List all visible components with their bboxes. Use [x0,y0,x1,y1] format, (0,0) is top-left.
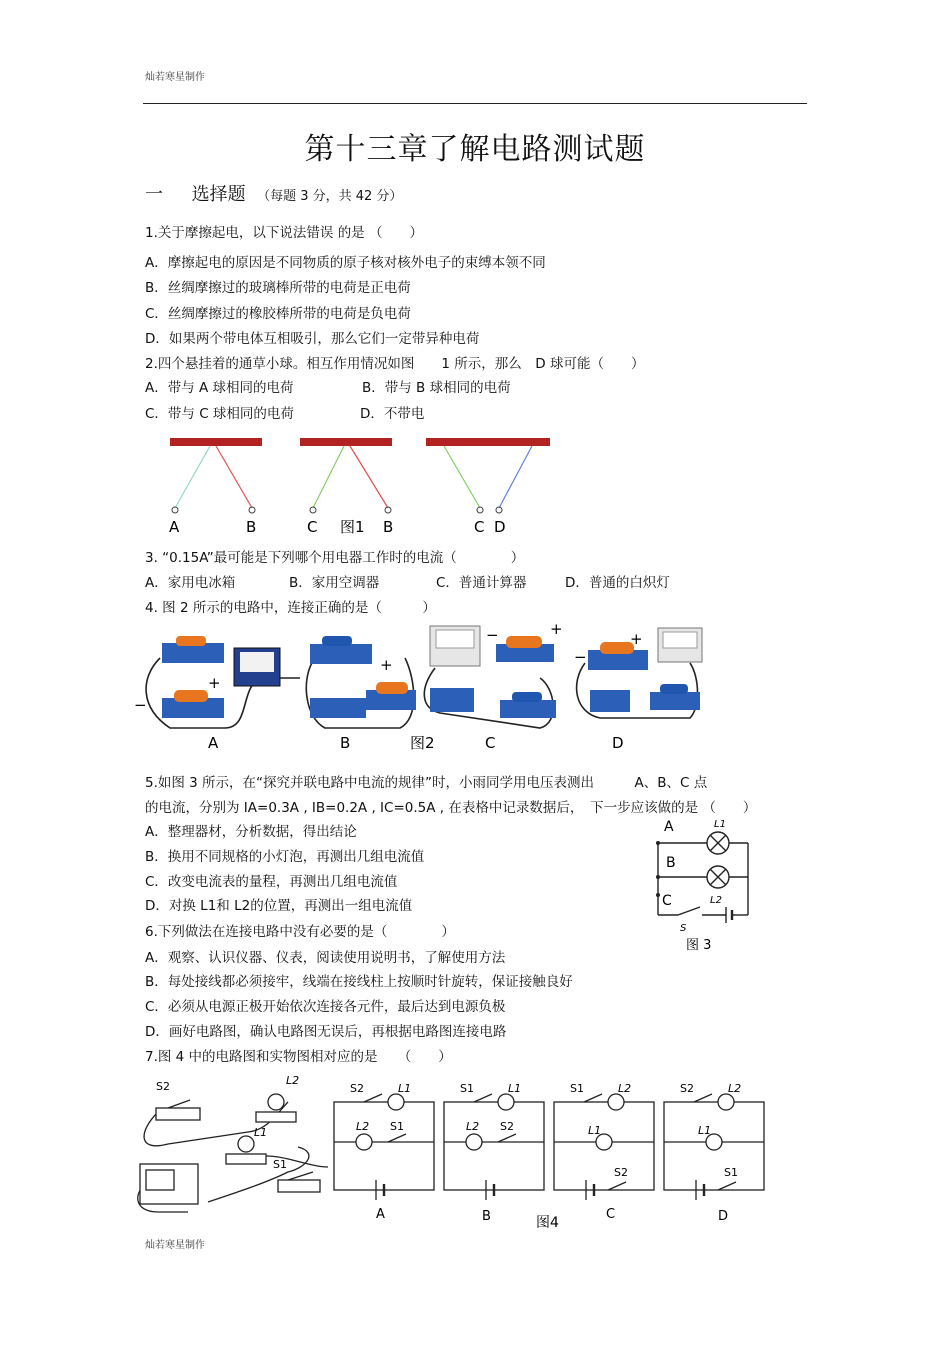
d-label-l2: L2 [728,1082,742,1095]
b-label-l1: L1 [508,1082,522,1095]
bulb-base-c [430,688,474,712]
q6-option-c: C．必须从电源正极开始依次连接各元件，最后达到电源负极 [145,999,506,1015]
q6-option-a: A．观察、认识仪器、仪表，阅读使用说明书，了解使用方法 [145,950,506,966]
label-d: D [494,518,506,536]
diagram-c-l2 [608,1094,624,1110]
diagram-c [554,1094,654,1200]
circuit-d [574,628,702,752]
b-label-s1: S1 [460,1082,474,1095]
label-b: B [340,734,351,752]
switch-s2-lever [168,1100,190,1108]
diagram-a-label: A [376,1207,385,1222]
q5-stem-1: 5.如图 3 所示，在“探究并联电路中电流的规律”时，小雨同学用电压表测出 A、B、C 点 [145,775,708,791]
diagram-b-label: B [482,1209,491,1224]
c-label-s1: S1 [570,1082,584,1095]
lamp-l2-base [256,1112,296,1122]
q3-option-d: D．普通的白炽灯 [565,575,670,591]
circuit-a [134,636,300,752]
battery-base-d2 [650,692,700,710]
header-rule [143,103,807,104]
label-c2: C [474,518,485,536]
figure-1-hanging-balls [160,432,560,540]
q1-option-d: D．如果两个带电体互相吸引，那么它们一定带异种电荷 [145,331,480,347]
c-label-l2: L2 [618,1082,632,1095]
support-bar-3 [426,438,550,446]
figure-3-parallel-circuit [648,815,760,955]
a-label-l1: L1 [398,1082,412,1095]
plus-c: + [550,620,563,638]
figure-3-caption: 图 3 [686,938,712,953]
a-label-s2: S2 [350,1082,364,1095]
plus-d: + [630,630,643,648]
node-a [656,841,660,845]
diagram-b [444,1094,544,1200]
diagram-b-s1 [474,1094,492,1102]
q5-stem-2: 的电流，分别为 IA=0.3A , IB=0.2A , IC=0.5A , 在表格中记录数据后， 下一步应该做的是 （ ） [145,800,757,816]
point-a: A [664,819,674,835]
diagram-c-label: C [606,1207,616,1222]
q6-option-d: D．画好电路图，确认电路图无误后，再根据电路图连接电路 [145,1024,507,1040]
bulb-base-b [310,698,366,718]
minus-a: − [134,696,147,714]
page-title: 第十三章了解电路测试题 [304,132,646,167]
figure-4-caption: 图4 [536,1215,559,1231]
diagram-c-s2 [608,1182,626,1190]
phys-label-s2: S2 [156,1080,170,1093]
switch-s1-base [278,1180,320,1192]
q1-option-b: B．丝绸摩擦过的玻璃棒所带的电荷是正电荷 [145,280,411,296]
battery-a1 [176,636,206,646]
q5-option-c: C．改变电流表的量程，再测出几组电流值 [145,874,398,890]
lamp-l2-label: L2 [710,895,722,906]
label-c: C [485,734,496,752]
bulb-base-d [590,690,630,712]
q1-option-a: A．摩擦起电的原因是不同物质的原子核对核外电子的束缚本领不同 [145,255,546,271]
q1-stem-b: 的是 （ ） [337,225,423,241]
q5-option-b: B．换用不同规格的小灯泡，再测出几组电流值 [145,849,425,865]
a-label-s1: S1 [390,1120,404,1133]
switch-s2-base [156,1108,200,1120]
node-b [656,875,660,879]
battery-a2 [174,690,208,702]
diagram-d-s1 [718,1182,736,1190]
diagram-d-label: D [718,1209,729,1224]
diagram-a-l1 [388,1094,404,1110]
label-a: A [208,734,219,752]
d-label-s2: S2 [680,1082,694,1095]
section-name: 选择题 [191,184,246,205]
q5-option-d: D．对换 L1和 L2的位置，再测出一组电流值 [145,898,413,914]
phys-label-l1: L1 [254,1126,268,1139]
figure-2-circuits [130,618,720,756]
q7-stem: 7.图 4 中的电路图和实物图相对应的是 （ ） [145,1049,452,1065]
q3-stem: 3. “0.15A”最可能是下列哪个用电器工作时的电流（ ） [145,550,525,566]
q1-stem [145,221,423,241]
diagram-a-frame [334,1102,434,1190]
diagram-c-s1 [584,1094,602,1102]
circuit-b [306,636,416,752]
diagram-a-s1 [388,1134,406,1142]
plus-a: + [208,674,221,692]
diagram-d-l2 [718,1094,734,1110]
figure-1-caption: 图1 [340,518,365,536]
meter-face-a [240,652,274,672]
phys-label-l2: L2 [286,1074,300,1087]
thread-b2 [350,446,388,508]
q6-option-b: B．每处接线都必须接牢，线端在接线柱上按顺时针旋转，保证接触良好 [145,974,573,990]
thread-d [499,446,532,508]
switch-label: S [680,923,687,934]
diagram-b-s2 [498,1134,516,1142]
b-label-s2: S2 [500,1120,514,1133]
label-a: A [169,518,180,536]
figure-4-circuits [128,1072,778,1234]
lamp-l1-base [226,1154,266,1164]
b-label-l2: L2 [466,1120,480,1133]
battery-base-c2 [500,700,556,718]
support-bar-2 [300,438,392,446]
battery-base-b1 [310,644,372,664]
circuit-c [424,620,562,752]
q4-stem: 4. 图 2 所示的电路中，连接正确的是（ ） [145,600,436,616]
diagram-d [664,1094,764,1200]
wire-physical-3 [258,1156,328,1167]
c-label-s2: S2 [614,1166,628,1179]
phys-label-s1: S1 [273,1158,287,1171]
q2-option-d: D．不带电 [360,406,425,422]
power-supply-dial [146,1170,174,1190]
meter-face-c [436,630,474,648]
q1-stem-a: 1.关于摩擦起电，以下说法错误 [145,225,334,241]
q2-option-b: B．带与 B 球相同的电荷 [362,380,511,396]
diagram-d-s2 [694,1094,712,1102]
label-b2: B [383,518,394,536]
battery-c1 [506,636,542,648]
q2-stem: 2.四个悬挂着的通草小球。相互作用情况如图 1 所示，那么 D 球可能（ ） [145,356,645,372]
page-footer: 灿若寒星制作 [145,1240,205,1251]
switch-s [678,907,700,915]
diagram-b-frame [444,1102,544,1190]
label-d: D [612,734,624,752]
q3-option-c: C．普通计算器 [436,575,527,591]
section-note: （每题 3 分，共 42 分） [257,189,403,204]
diagram-a-l2 [356,1134,372,1150]
battery-b1 [322,636,352,646]
switch-s1-lever [288,1172,313,1180]
battery-c2 [512,692,542,702]
meter-face-d [663,632,697,648]
d-label-s1: S1 [724,1166,738,1179]
q6-stem: 6.下列做法在连接电路中没有必要的是（ ） [145,924,455,940]
minus-d: − [574,648,587,666]
diagram-b-l2 [466,1134,482,1150]
lamp-l1-label: L1 [714,819,726,830]
point-b: B [666,855,676,871]
section-heading [145,180,402,206]
physical-circuit [138,1094,328,1212]
thread-a [175,446,210,508]
point-c: C [662,893,672,909]
diagram-a-s2 [364,1094,382,1102]
battery-d1 [600,642,634,654]
d-label-l1: L1 [698,1124,712,1137]
page-header: 灿若寒星制作 [145,72,205,83]
diagram-b-l1 [498,1094,514,1110]
node-c [656,893,660,897]
label-b: B [246,518,257,536]
thread-c2 [444,446,480,508]
minus-c: − [486,626,499,644]
q3-option-a: A．家用电冰箱 [145,575,236,591]
a-label-l2: L2 [356,1120,370,1133]
label-c: C [307,518,318,536]
q3-option-b: B．家用空调器 [289,575,380,591]
support-bar-1 [170,438,262,446]
lamp-l1-bulb [238,1136,254,1152]
plus-b: + [380,656,393,674]
battery-b2 [376,682,408,694]
battery-d2 [660,684,688,694]
thread-c [313,446,344,508]
q2-option-a: A．带与 A 球相同的电荷 [145,380,294,396]
q5-option-a: A．整理器材，分析数据，得出结论 [145,824,357,840]
lamp-l2-bulb [268,1094,284,1110]
thread-b [216,446,252,508]
q2-option-c: C．带与 C 球相同的电荷 [145,406,294,422]
diagram-a [334,1094,434,1200]
figure-2-caption: 图2 [410,734,435,752]
c-label-l1: L1 [588,1124,602,1137]
q1-option-c: C．丝绸摩擦过的橡胶棒所带的电荷是负电荷 [145,306,411,322]
section-number: 一 [145,184,163,205]
